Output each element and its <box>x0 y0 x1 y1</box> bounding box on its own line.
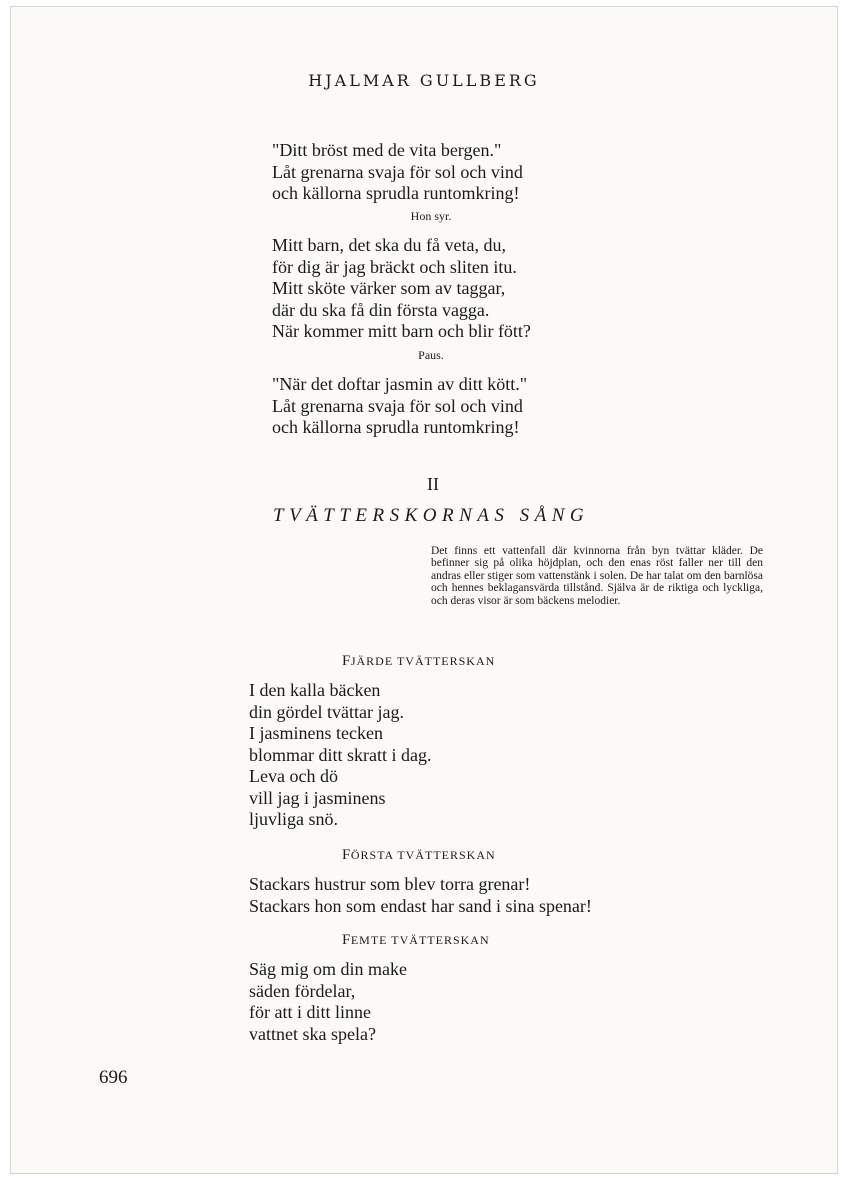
stanza-2 <box>272 235 531 343</box>
verse-line: blommar ditt skratt i dag. <box>249 744 432 765</box>
verse-line: "Ditt bröst med de vita bergen." <box>272 140 502 160</box>
page-number: 696 <box>99 1067 128 1088</box>
verse-line: ljuvliga snö. <box>249 809 338 829</box>
verse-line: för att i ditt linne <box>249 1002 371 1022</box>
verse-line: vattnet ska spela? <box>249 1023 376 1044</box>
verse-line: för dig är jag bräckt och sliten itu. <box>272 256 517 277</box>
verse-line: Låt grenarna svaja för sol och vind <box>272 395 523 416</box>
verse-line: din gördel tvättar jag. <box>249 701 404 722</box>
verse-2 <box>249 874 592 917</box>
speaker-initial: F <box>342 653 351 669</box>
verse-line: och källorna sprudla runtomkring! <box>272 417 520 437</box>
verse-line: Stackars hon som endast har sand i sina spenar! <box>249 895 592 916</box>
verse-line: "När det doftar jasmin av ditt kött." <box>272 374 528 394</box>
speaker-label <box>342 932 490 949</box>
verse-line: När kommer mitt barn och blir fött? <box>272 321 531 341</box>
verse-line: Leva och dö <box>249 766 338 786</box>
verse-line: där du ska få din första vagga. <box>272 299 490 320</box>
verse-line: I den kalla bäcken <box>249 680 381 700</box>
speaker-initial: F <box>342 847 351 863</box>
speaker-name-rest: JÄRDE TVÄTTERSKAN <box>350 654 496 668</box>
speaker-label <box>342 653 495 670</box>
stage-direction: Paus. <box>418 348 444 362</box>
stanza-3 <box>272 374 527 439</box>
speaker-label <box>342 847 496 864</box>
verse-line: och källorna sprudla runtomkring! <box>272 183 520 203</box>
verse-line: Säg mig om din make <box>249 959 407 979</box>
verse-line: Mitt barn, det ska du få veta, du, <box>272 235 506 255</box>
verse-line: Mitt sköte värker som av taggar, <box>272 278 506 298</box>
stanza-1 <box>272 140 523 205</box>
section-number: II <box>427 474 439 494</box>
speaker-initial: F <box>342 932 351 948</box>
stage-direction: Hon syr. <box>410 209 452 223</box>
section-title: TVÄTTERSKORNAS SÅNG <box>273 505 590 526</box>
verse-line: Låt grenarna svaja för sol och vind <box>272 161 523 182</box>
running-header: HJALMAR GULLBERG <box>308 71 540 90</box>
scene-description: Det finns ett vattenfall där kvinnorna från byn tvättar kläder. De befinner sig på olika höjdplan, och den enas röst faller ner till den andras eller stiger som vattenstänk i solen. De har talat om den barnlösa och hennes beklagansvärda tillstånd. Själva är de riktiga och lyckliga, och deras visor är som bäckens melodier. <box>431 545 763 607</box>
speaker-name-rest: EMTE TVÄTTERSKAN <box>350 933 490 947</box>
verse-3 <box>249 959 407 1045</box>
verse-line: säden fördelar, <box>249 980 356 1001</box>
verse-line: vill jag i jasminens <box>249 787 386 808</box>
book-page <box>10 6 838 1174</box>
verse-line: I jasminens tecken <box>249 723 383 743</box>
verse-1 <box>249 680 431 831</box>
speaker-name-rest: ÖRSTA TVÄTTERSKAN <box>350 848 496 862</box>
verse-line: Stackars hustrur som blev torra grenar! <box>249 874 531 894</box>
